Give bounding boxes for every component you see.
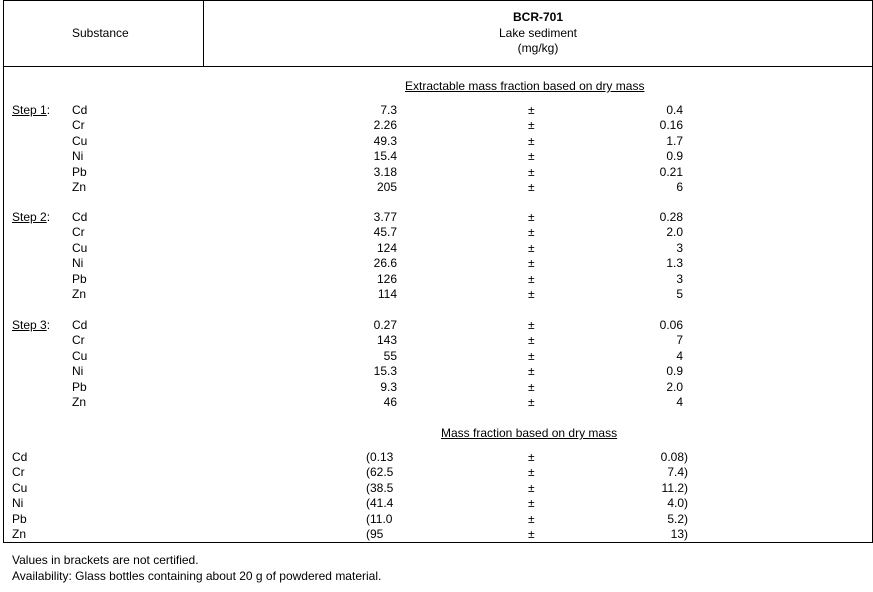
step-3-row-value: 46 [383,395,397,409]
total-row-plus-minus: ± [528,512,535,526]
step-3-row-plus-minus: ± [528,380,535,394]
step-3-row-plus-minus: ± [528,364,535,378]
step-1-label-text: Step 1 [12,103,47,117]
table-left-border [3,0,4,543]
step-2-row-plus-minus: ± [528,287,535,301]
step-1-row-uncertainty: 6 [676,180,683,194]
step-1-row-element: Pb [72,165,87,179]
total-row-uncertainty: 13) [670,527,688,541]
step-2-row-uncertainty: 5 [676,287,683,301]
step-3-row-value: 143 [376,333,397,347]
total-row-element: Ni [12,496,24,510]
step-3-label-text: Step 3 [12,318,47,332]
footnote-not-certified: Values in brackets are not certified. [12,553,199,567]
step-1-row-element: Cr [72,118,85,132]
substance-column-header: Substance [72,26,129,40]
unit-label: (mg/kg) [517,41,559,55]
total-section-title: Mass fraction based on dry mass [441,426,618,440]
step-1-row-element: Cu [72,134,88,148]
step-2-row-value: 124 [376,241,397,255]
step-2-row-uncertainty: 0.28 [659,210,683,224]
step-3-row-plus-minus: ± [528,333,535,347]
step-2-row-value: 26.6 [373,256,397,270]
total-row-uncertainty: 0.08) [660,450,688,464]
step-2-row-value: 114 [377,287,397,301]
step-2-row-plus-minus: ± [528,256,535,270]
step-3-row-element: Cd [72,318,88,332]
step-2-row-plus-minus: ± [528,241,535,255]
total-row-uncertainty: 5.2) [667,512,688,526]
footnote-availability: Availability: Glass bottles containing about 20 g of powdered material. [12,569,382,583]
total-row-plus-minus: ± [528,450,535,464]
step-3-row-uncertainty: 0.06 [659,318,683,332]
total-row-uncertainty: 11.2) [661,481,688,495]
step-1-label: Step 1: [12,103,51,117]
step-1-row-uncertainty: 0.4 [666,103,683,117]
material-type: Lake sediment [498,26,578,40]
total-row-element: Cd [12,450,28,464]
step-1-row-element: Ni [72,149,84,163]
extractable-section-title: Extractable mass fraction based on dry mass [405,79,645,93]
step-2-row-plus-minus: ± [528,225,535,239]
step-3-row-element: Cu [72,349,88,363]
step-3-row-value: 9.3 [380,380,397,394]
header-bottom-border [3,66,873,67]
total-row-uncertainty: 4.0) [667,496,688,510]
step-2-row-value: 126 [376,272,397,286]
step-1-row-uncertainty: 0.16 [659,118,683,132]
step-1-row-value: 2.26 [373,118,397,132]
total-row-plus-minus: ± [528,481,535,495]
step-3-row-element: Pb [72,380,87,394]
step-2-row-uncertainty: 3 [676,272,683,286]
step-1-row-value: 15.4 [373,149,397,163]
step-3-row-plus-minus: ± [528,349,535,363]
step-1-row-plus-minus: ± [528,180,535,194]
total-row-value: (95 [366,527,384,541]
step-3-row-uncertainty: 4 [676,349,683,363]
step-2-row-element: Cr [72,225,85,239]
step-3-label: Step 3: [12,318,51,332]
step-1-row-plus-minus: ± [528,165,535,179]
step-2-row-element: Zn [72,287,87,301]
total-row-element: Cu [12,481,28,495]
step-2-row-uncertainty: 2.0 [666,225,683,239]
step-2-row-element: Ni [72,256,84,270]
step-3-row-uncertainty: 0.9 [666,364,683,378]
step-2-row-element: Cd [72,210,88,224]
step-3-row-value: 55 [383,349,397,363]
step-3-row-value: 0.27 [373,318,397,332]
step-2-row-uncertainty: 3 [676,241,683,255]
total-row-value: (62.5 [366,465,394,479]
total-row-element: Pb [12,512,27,526]
step-1-row-element: Zn [72,180,87,194]
step-2-row-uncertainty: 1.3 [666,256,683,270]
step-1-row-plus-minus: ± [528,118,535,132]
step-2-row-element: Cu [72,241,88,255]
total-row-value: (41.4 [366,496,394,510]
step-1-row-uncertainty: 0.21 [659,165,683,179]
step-3-row-element: Cr [72,333,85,347]
step-2-row-element: Pb [72,272,87,286]
table-top-border [3,0,873,1]
total-row-value: (0.13 [366,450,394,464]
step-2-label: Step 2: [12,210,51,224]
material-code: BCR-701 [512,10,563,24]
step-2-row-plus-minus: ± [528,210,535,224]
total-row-uncertainty: 7.4) [667,465,688,479]
step-3-row-uncertainty: 4 [676,395,683,409]
total-row-element: Cr [12,465,25,479]
step-1-row-value: 49.3 [373,134,397,148]
step-2-label-text: Step 2 [12,210,47,224]
step-2-row-value: 45.7 [373,225,397,239]
total-row-plus-minus: ± [528,496,535,510]
step-1-row-value: 205 [376,180,397,194]
total-row-element: Zn [12,527,27,541]
step-1-row-plus-minus: ± [528,103,535,117]
step-2-row-plus-minus: ± [528,272,535,286]
step-2-row-value: 3.77 [373,210,397,224]
step-1-row-value: 3.18 [373,165,397,179]
step-3-row-element: Zn [72,395,87,409]
step-3-row-uncertainty: 2.0 [666,380,683,394]
step-3-row-plus-minus: ± [528,395,535,409]
step-1-row-element: Cd [72,103,88,117]
step-1-row-value: 7.3 [380,103,397,117]
step-3-row-element: Ni [72,364,84,378]
table-bottom-border [3,542,873,543]
total-row-plus-minus: ± [528,527,535,541]
step-1-row-plus-minus: ± [528,134,535,148]
step-1-row-uncertainty: 1.7 [666,134,683,148]
total-row-plus-minus: ± [528,465,535,479]
step-3-row-plus-minus: ± [528,318,535,332]
step-1-row-uncertainty: 0.9 [666,149,683,163]
step-3-row-uncertainty: 7 [676,333,683,347]
step-3-row-value: 15.3 [373,364,397,378]
total-row-value: (11.0 [366,512,393,526]
total-row-value: (38.5 [366,481,394,495]
step-1-row-plus-minus: ± [528,149,535,163]
header-column-divider [203,0,204,67]
